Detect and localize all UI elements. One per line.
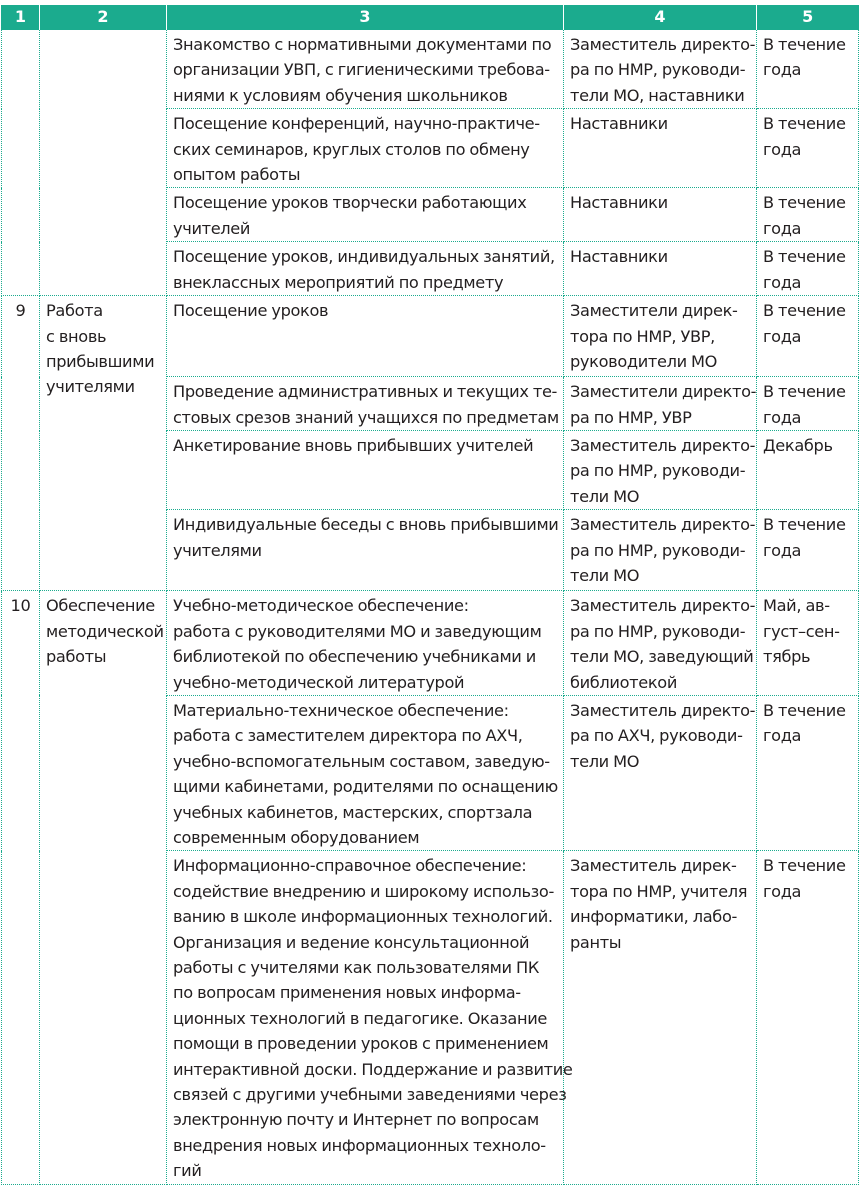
row-number-cell <box>2 30 40 296</box>
term-cell-line: года <box>763 218 802 238</box>
responsible-cell-line: ра по НМР, руководи- <box>570 60 746 80</box>
term-cell <box>757 296 859 377</box>
activity-cell-line: Посещение уроков <box>173 301 329 321</box>
header-col-3: 3 <box>167 5 564 30</box>
activity-cell <box>167 296 564 377</box>
responsible-cell <box>564 377 757 431</box>
term-cell-line: года <box>763 326 802 346</box>
term-cell-line: густ–сен- <box>763 621 840 641</box>
responsible-cell <box>564 296 757 377</box>
section-cell-line: методической <box>46 621 164 641</box>
activity-cell <box>167 510 564 591</box>
responsible-cell-line: Заместитель директо- <box>570 596 756 616</box>
term-cell-line: года <box>763 139 802 159</box>
section-cell-line: с вновь <box>46 326 107 346</box>
activity-cell-line: Организация и ведение консультационной <box>173 932 530 952</box>
section-cell-line: Обеспечение <box>46 596 155 616</box>
activity-cell-line: по вопросам применения новых информа- <box>173 983 521 1003</box>
responsible-cell <box>564 30 757 109</box>
term-cell-line: В течение <box>763 247 846 267</box>
table-row <box>2 30 859 109</box>
term-cell-line: тябрь <box>763 647 811 667</box>
activity-cell <box>167 109 564 188</box>
term-cell-line: года <box>763 407 802 427</box>
activity-cell-line: содействие внедрению и широкому использо- <box>173 881 554 901</box>
header-col-2: 2 <box>40 5 167 30</box>
term-cell-line: В течение <box>763 35 846 54</box>
responsible-cell-line: ра по НМР, руководи- <box>570 621 746 641</box>
term-cell <box>757 242 859 296</box>
responsible-cell-line: тора по НМР, учителя <box>570 881 748 901</box>
activity-cell-line: ских семинаров, круглых столов по обмену <box>173 139 530 159</box>
term-cell-line: года <box>763 726 802 746</box>
responsible-cell-line: тора по НМР, УВР, <box>570 326 715 346</box>
row-number-cell: 10 <box>2 591 40 1184</box>
responsible-cell-line: Заместитель директо- <box>570 35 756 54</box>
activity-cell-line: учебно-вспомогательным составом, заведую- <box>173 751 550 771</box>
responsible-cell-line: тели МО <box>570 751 640 771</box>
responsible-cell <box>564 510 757 591</box>
activity-cell-line: работы с учителями как пользователями ПК <box>173 957 539 977</box>
activity-cell <box>167 188 564 242</box>
responsible-cell-line: Наставники <box>570 114 668 134</box>
activity-cell-line: Проведение административных и текущих те- <box>173 382 558 402</box>
activity-cell-line: стовых срезов знаний учащихся по предметам <box>173 407 559 427</box>
activity-cell-line: библиотекой по обеспечению учебниками и <box>173 647 536 667</box>
responsible-cell-line: тели МО, заведующий <box>570 647 754 667</box>
header-col-5: 5 <box>757 5 859 30</box>
activity-cell-line: Посещение уроков, индивидуальных занятий, <box>173 247 555 267</box>
section-cell-line: учителями <box>46 377 135 397</box>
responsible-cell-line: Заместитель дирек- <box>570 856 737 876</box>
activity-cell <box>167 377 564 431</box>
responsible-cell-line: Наставники <box>570 247 668 267</box>
responsible-cell-line: Заместитель директо- <box>570 515 756 535</box>
responsible-cell-line: ранты <box>570 932 622 952</box>
section-cell <box>40 591 167 1184</box>
activity-cell-line: внедрения новых информационных техноло- <box>173 1135 546 1155</box>
activity-cell <box>167 30 564 109</box>
term-cell-line: В течение <box>763 856 846 876</box>
responsible-cell-line: информатики, лабо- <box>570 907 737 927</box>
activity-cell-line: Посещение уроков творчески работающих <box>173 193 527 213</box>
responsible-cell-line: тели МО <box>570 566 640 586</box>
responsible-cell-line: тели МО <box>570 486 640 506</box>
term-cell <box>757 109 859 188</box>
activity-cell-line: ционных технологий в педагогике. Оказание <box>173 1008 547 1028</box>
term-cell-line: В течение <box>763 700 846 720</box>
section-cell <box>40 296 167 591</box>
activity-cell-line: Материально-техническое обеспечение: <box>173 700 509 720</box>
term-cell-line: В течение <box>763 114 846 134</box>
responsible-cell <box>564 851 757 1184</box>
activity-cell <box>167 695 564 850</box>
activity-cell <box>167 431 564 510</box>
activity-cell-line: учителей <box>173 218 251 238</box>
activity-cell-line: Учебно-методическое обеспечение: <box>173 596 469 616</box>
activity-cell <box>167 851 573 1184</box>
activity-cell-line: интерактивной доски. Поддержание и развитие <box>173 1059 573 1079</box>
activity-cell-line: электронную почту и Интернет по вопросам <box>173 1110 539 1130</box>
activity-cell-line: учебных кабинетов, мастерских, спортзала <box>173 802 533 822</box>
term-cell-line: В течение <box>763 301 846 321</box>
activity-cell-line: Знакомство с нормативными документами по <box>173 35 552 54</box>
term-cell <box>757 695 859 850</box>
term-cell <box>757 591 859 696</box>
table-row <box>2 591 859 696</box>
activity-cell-line: связей с другими учебными заведениями через <box>173 1085 567 1104</box>
activity-cell-line: учителями <box>173 540 262 560</box>
term-cell-line: года <box>763 60 802 80</box>
responsible-cell-line: Наставники <box>570 193 668 213</box>
term-cell-line: года <box>763 540 802 560</box>
activity-cell-line: внеклассных мероприятий по предмету <box>173 272 504 292</box>
activity-cell-line: помощи в проведении уроков с применением <box>173 1034 549 1054</box>
term-cell <box>757 431 859 510</box>
section-cell-line: прибывшими <box>46 352 155 372</box>
term-cell-line: Май, ав- <box>763 596 830 616</box>
responsible-cell <box>564 109 757 188</box>
activity-cell-line: современным оборудованием <box>173 827 420 847</box>
responsible-cell-line: ра по АХЧ, руководи- <box>570 726 743 746</box>
term-cell-line: Декабрь <box>763 436 833 456</box>
activity-cell-line: учебно-методической литературой <box>173 672 465 692</box>
activity-cell-line: Посещение конференций, научно-практиче- <box>173 114 540 134</box>
responsible-cell-line: Заместители дирек- <box>570 301 738 321</box>
responsible-cell <box>564 695 757 850</box>
responsible-cell-line: Заместитель директо- <box>570 436 756 456</box>
activity-cell-line: Анкетирование вновь прибывших учителей <box>173 436 534 456</box>
header-col-1: 1 <box>2 5 40 30</box>
activity-cell <box>167 591 564 696</box>
responsible-cell-line: ра по НМР, руководи- <box>570 540 746 560</box>
responsible-cell <box>564 242 757 296</box>
responsible-cell <box>564 431 757 510</box>
responsible-cell-line: ра по НМР, УВР <box>570 407 692 427</box>
term-cell-line: В течение <box>763 382 846 402</box>
term-cell <box>757 377 859 431</box>
term-cell <box>757 30 859 109</box>
responsible-cell-line: Заместитель директо- <box>570 700 756 720</box>
responsible-cell-line: библиотекой <box>570 672 677 692</box>
activity-cell-line: щими кабинетами, родителями по оснащению <box>173 777 558 797</box>
activity-cell-line: Индивидуальные беседы с вновь прибывшими <box>173 515 559 535</box>
section-cell-line: Работа <box>46 301 103 321</box>
term-cell-line: В течение <box>763 515 846 535</box>
activity-cell-line: работа с заместителем директора по АХЧ, <box>173 726 523 746</box>
responsible-cell-line: руководители МО <box>570 352 718 372</box>
term-cell <box>757 510 859 591</box>
responsible-cell-line: тели МО, наставники <box>570 85 745 105</box>
work-plan-table <box>1 5 859 1185</box>
table-row <box>2 296 859 377</box>
term-cell-line: года <box>763 881 802 901</box>
activity-cell-line: работа с руководителями МО и заведующим <box>173 621 542 641</box>
responsible-cell <box>564 591 757 696</box>
section-cell <box>40 30 167 296</box>
term-cell-line: В течение <box>763 193 846 213</box>
activity-cell-line: ниями к условиям обучения школьников <box>173 85 508 105</box>
responsible-cell <box>564 188 757 242</box>
activity-cell-line: гий <box>173 1161 202 1181</box>
activity-cell-line: опытом работы <box>173 165 301 185</box>
responsible-cell-line: Заместители директо- <box>570 382 757 402</box>
row-number-cell: 9 <box>2 296 40 591</box>
activity-cell-line: организации УВП, с гигиеническими требова- <box>173 60 550 80</box>
term-cell <box>757 188 859 242</box>
activity-cell <box>167 242 564 296</box>
responsible-cell-line: ра по НМР, руководи- <box>570 461 746 481</box>
term-cell <box>757 851 859 1184</box>
activity-cell-line: ванию в школе информационных технологий. <box>173 907 553 927</box>
header-row <box>2 5 859 30</box>
header-col-4: 4 <box>564 5 757 30</box>
term-cell-line: года <box>763 272 802 292</box>
activity-cell-line: Информационно-справочное обеспечение: <box>173 856 527 876</box>
section-cell-line: работы <box>46 647 107 667</box>
